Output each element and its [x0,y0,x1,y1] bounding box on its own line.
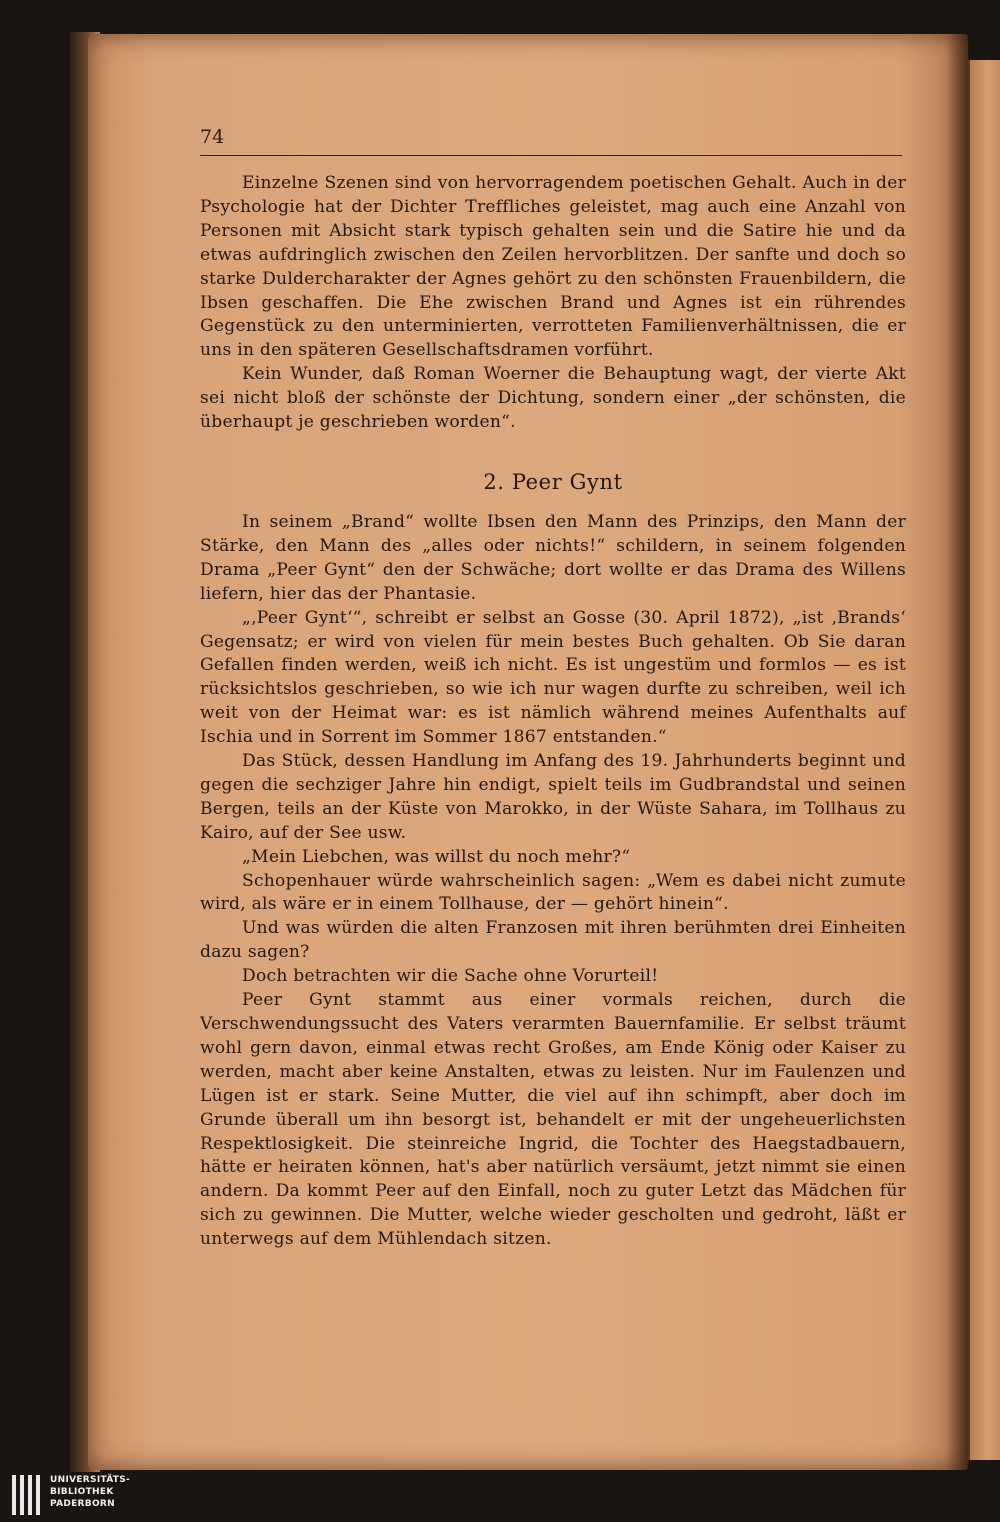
paragraph: „Mein Liebchen, was willst du noch mehr?“ [242,846,631,867]
paragraph: Doch betrachten wir die Sache ohne Vorurteil! [242,966,659,987]
gutter-shadow [946,34,970,1470]
watermark-line: BIBLIOTHEK [50,1487,114,1497]
paragraph: In seinem „Brand“ wollte Ibsen den Mann des Prinzips, den Mann der Stärke, den Mann des „alles oder nichts!“ schildern, in seinem folgenden Drama „Peer Gynt“ den der Schwäche; dort wollte er das Drama des Willens liefern, hier das der Phantasie. [200,511,906,604]
paragraph: Und was würden die alten Franzosen mit ihren berühmten drei Einheiten dazu sagen? [200,918,906,963]
watermark-line: UNIVERSITÄTS- [50,1475,131,1485]
section-heading: 2. Peer Gynt [483,469,623,494]
page-number: 74 [200,126,225,148]
header-rule [200,155,902,156]
library-watermark [50,1474,190,1510]
paragraph: Peer Gynt stammt aus einer vormals reichen, durch die Verschwendungssucht des Vaters verarmten Bauernfamilie. Er selbst träumt wohl gern davon, einmal etwas recht Großes, am Ende König oder Kaiser zu werden, macht aber keine Anstalten, etwas zu leisten. Nur im Faulenzen und Lügen ist er stark. Seine Mutter, die viel auf ihn schimpft, aber doch im Grunde überall um ihn besorgt ist, behandelt er mit der ungeheuerlichsten Respektlosigkeit. Die steinreiche Ingrid, die Tochter des Haegstadbauern, hätte er heiraten können, hat's aber natürlich versäumt, jetzt nimmt sie einen andern. Da kommt Peer auf den Einfall, noch zu guter Letzt das Mädchen für sich zu gewinnen. Die Mutter, welche wieder gescholten und gedroht, läßt er unterwegs auf dem Mühlendach sitzen. [200,990,906,1250]
paragraph: Kein Wunder, daß Roman Woerner die Behauptung wagt, der vierte Akt sei nicht bloß der schönste der Dichtung, sondern einer „der schönsten, die überhaupt je geschrieben worden“. [200,364,906,433]
paragraph: Schopenhauer würde wahrscheinlich sagen: „Wem es dabei nicht zumute wird, als wäre er in einem Tollhause, der — gehört hinein“. [200,870,906,915]
paragraph: „‚Peer Gynt‘“, schreibt er selbst an Gosse (30. April 1872), „ist ‚Brands‘ Gegensatz; er wird von vielen für mein bestes Buch gehalten. Ob Sie daran Gefallen finden werden, weiß ich nicht. Es ist ungestüm und formlos — es ist rücksichtslos geschrieben, so wie ich nur wagen durfte zu schreiben, weil ich weit von der Heimat war: es ist nämlich während meines Aufenthalts auf Ischia und in Sorrent im Sommer 1867 entstanden.“ [200,607,906,748]
page-body [200,172,906,1252]
paragraph: Das Stück, dessen Handlung im Anfang des 19. Jahrhunderts beginnt und gegen die sechziger Jahre hin endigt, spielt teils im Gudbrandstal und seinen Bergen, teils an der Küste von Marokko, in der Wüste Sahara, im Tollhaus zu Kairo, auf der See usw. [200,751,906,843]
watermark-line: PADERBORN [50,1499,115,1509]
paragraph: Einzelne Szenen sind von hervorragendem poetischen Gehalt. Auch in der Psychologie hat der Dichter Treffliches geleistet, mag auch eine Anzahl von Personen mit Absicht stark typisch gehalten sein und die Satire hie und da etwas aufdringlich zwischen den Zeilen hervorblitzen. Der sanfte und doch so starke Duldercharakter der Agnes gehört zu den schönsten Frauenbildern, die Ibsen geschaffen. Die Ehe zwischen Brand und Agnes ist ein rührendes Gegenstück zu den unterminierten, verrotteten Familienverhältnissen, die er uns in den späteren Gesellschaftsdramen vorführt. [200,173,906,361]
